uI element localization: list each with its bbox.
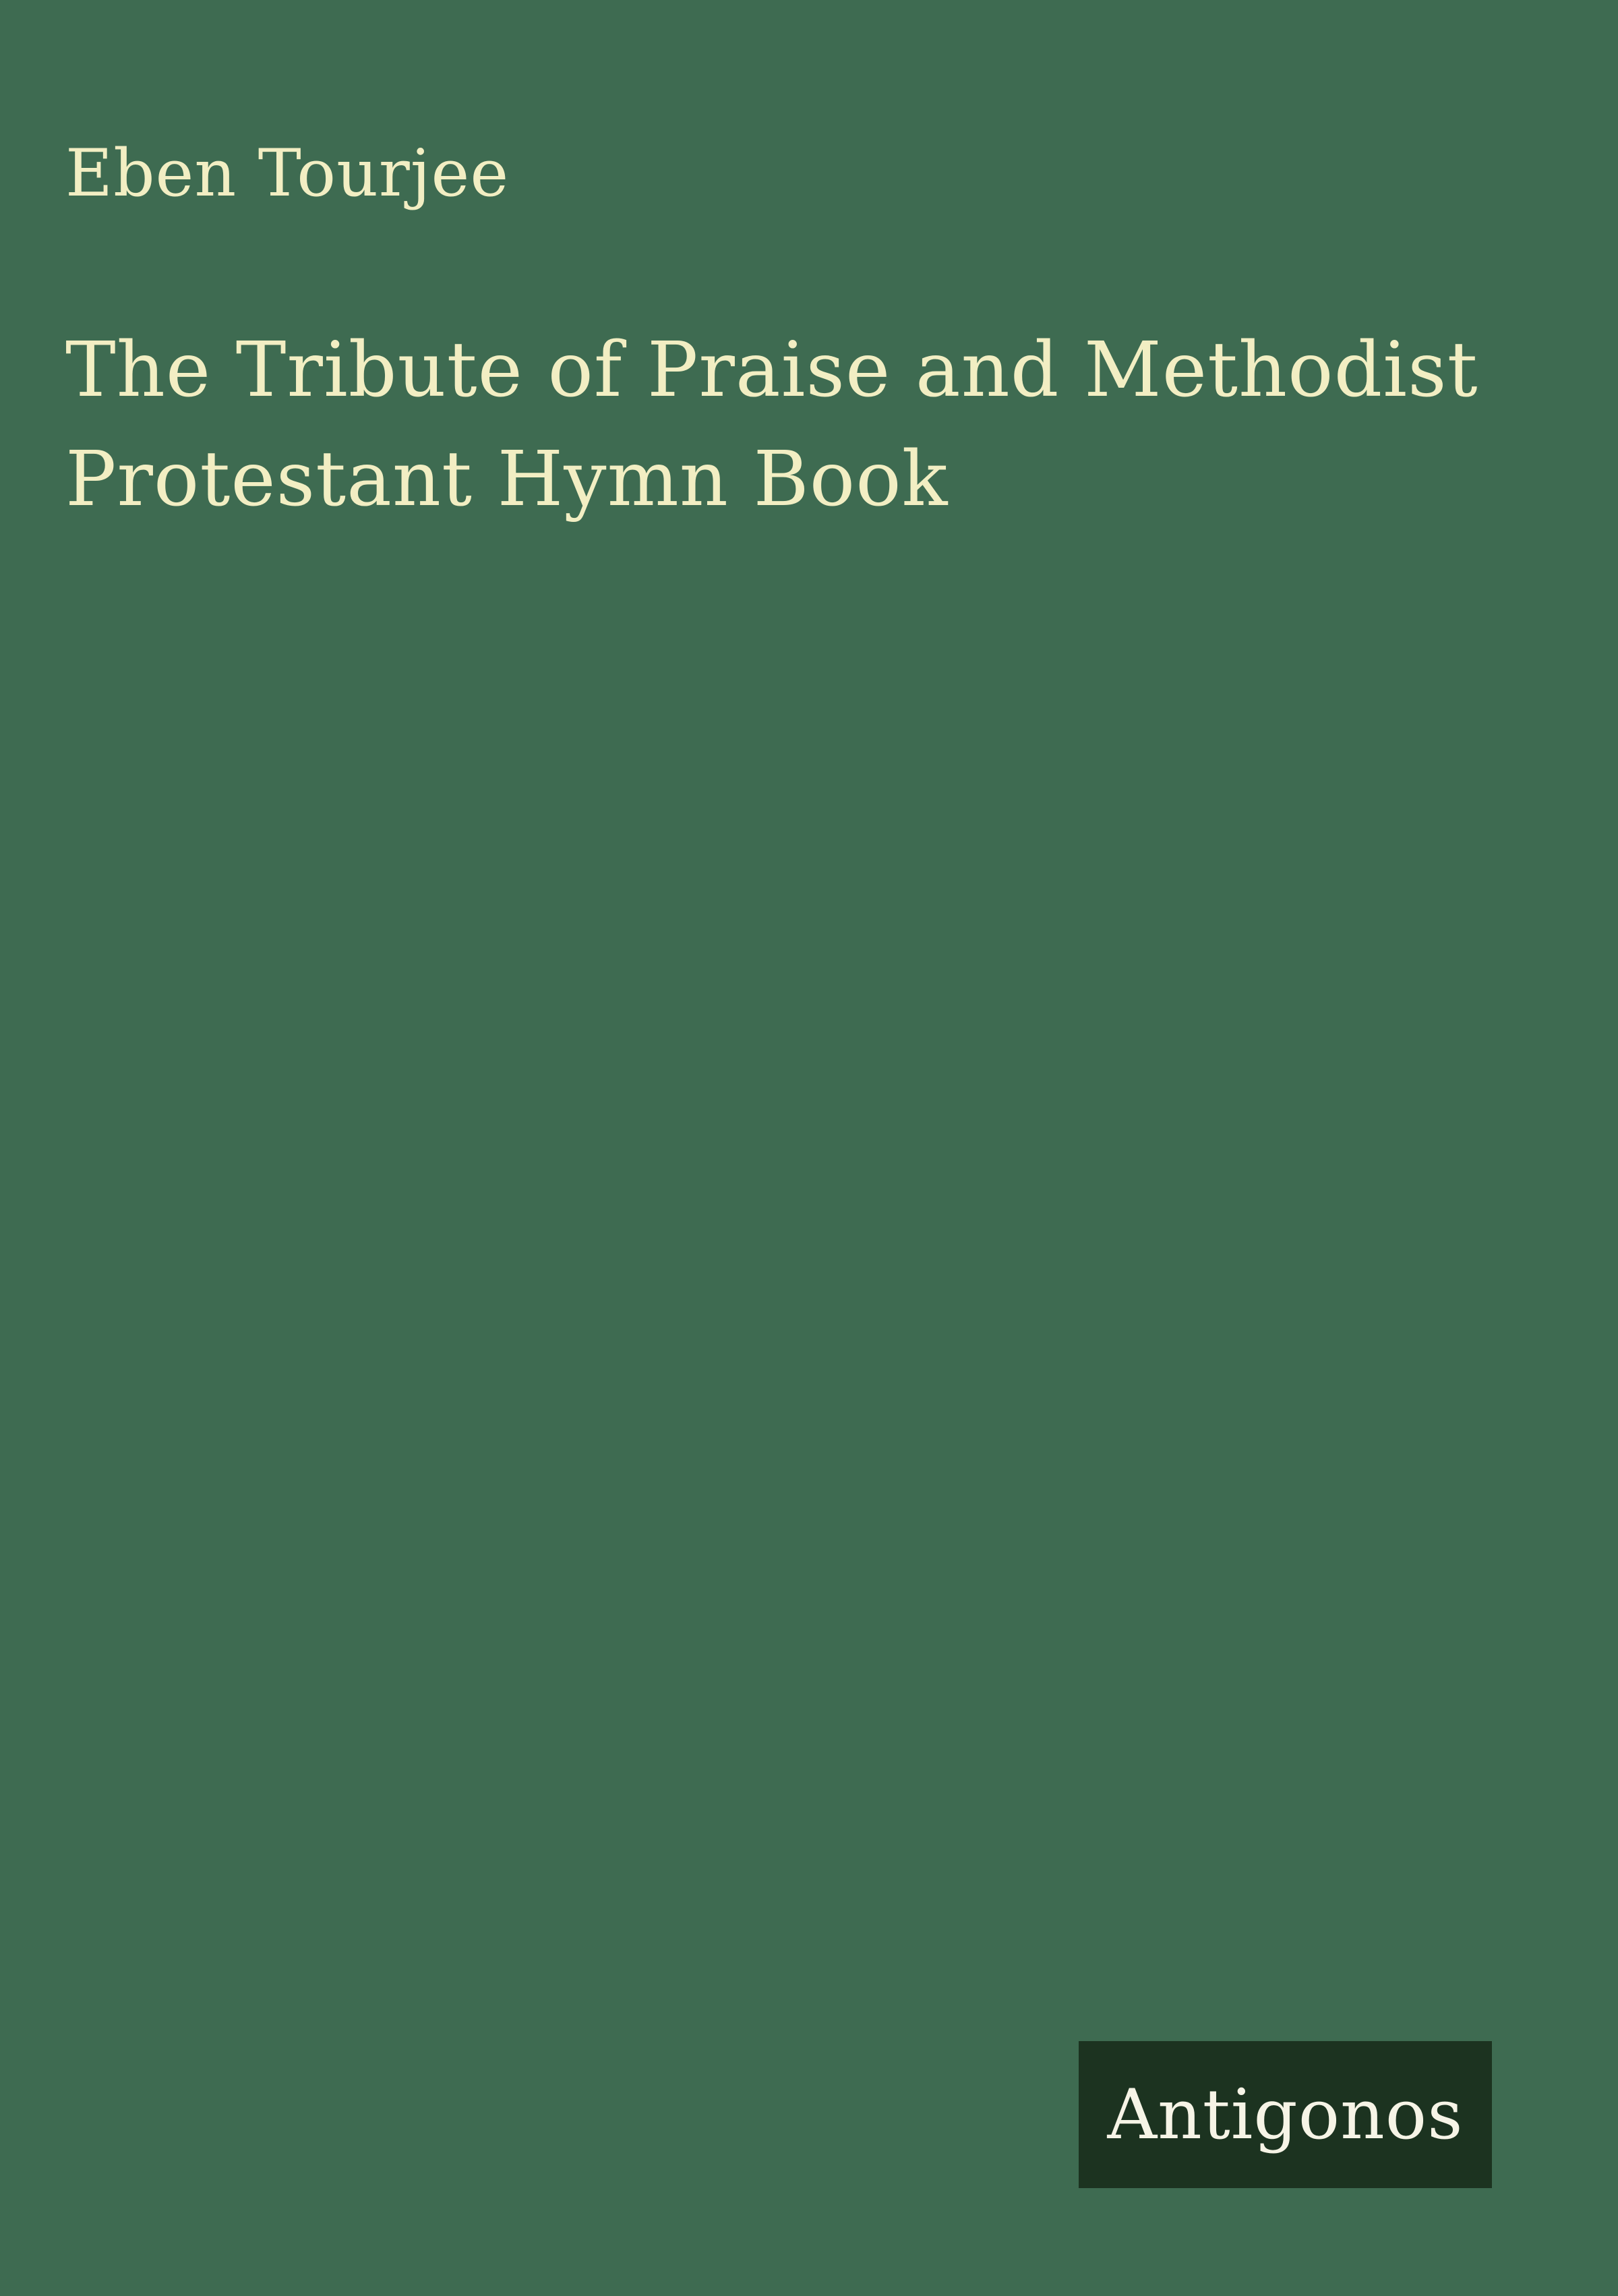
publisher-box <box>1079 2041 1492 2188</box>
book-title-line-1: The Tribute of Praise and Methodist <box>65 326 1478 414</box>
book-title-line-2: Protestant Hymn Book <box>65 436 949 524</box>
book-title <box>65 316 1553 535</box>
publisher-name: Antigonos <box>1107 2074 1464 2155</box>
author-name: Eben Tourjee <box>65 136 510 211</box>
